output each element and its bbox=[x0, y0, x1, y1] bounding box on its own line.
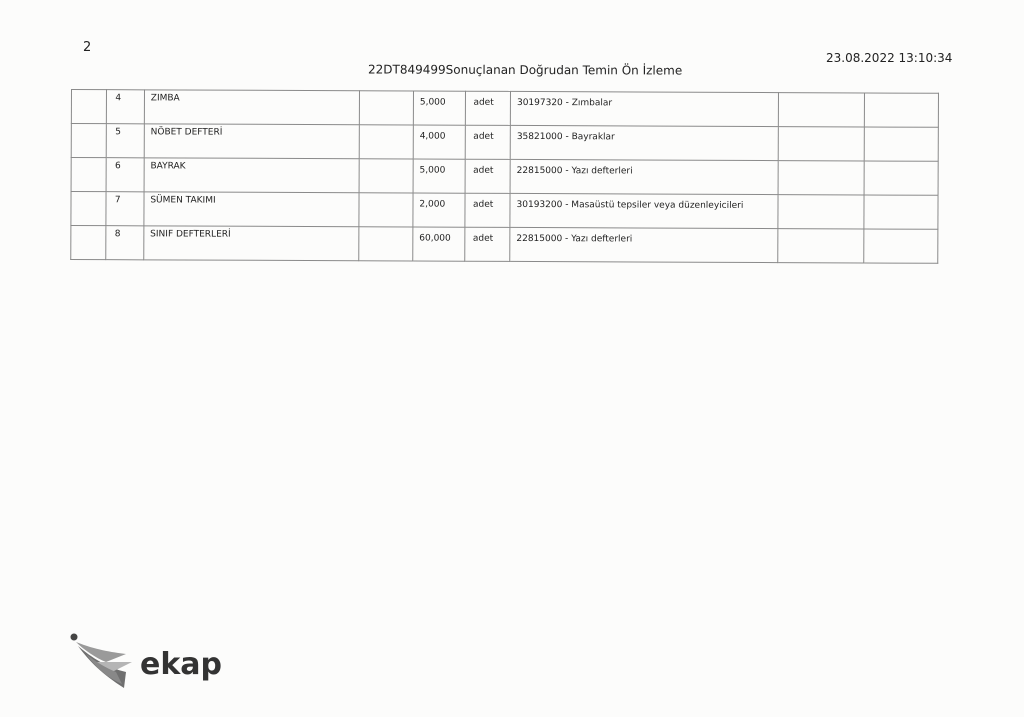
blank-cell bbox=[71, 124, 107, 158]
blank-cell bbox=[864, 93, 938, 127]
ekap-logo-text: ekap bbox=[140, 647, 223, 682]
blank-cell bbox=[778, 195, 864, 229]
item-quantity: 5,000 bbox=[413, 159, 465, 193]
item-name: SINIF DEFTERLERİ bbox=[144, 226, 360, 261]
blank-cell bbox=[71, 90, 107, 124]
print-timestamp: 23.08.2022 13:10:34 bbox=[826, 51, 953, 65]
items-table bbox=[70, 89, 939, 264]
item-number: 8 bbox=[106, 226, 144, 260]
blank-cell bbox=[864, 229, 938, 263]
blank-cell bbox=[359, 227, 413, 261]
blank-cell bbox=[864, 161, 938, 195]
blank-cell bbox=[71, 226, 107, 260]
item-number: 6 bbox=[106, 158, 144, 192]
item-quantity: 2,000 bbox=[413, 193, 465, 227]
document-title: 22DT849499Sonuçlanan Doğrudan Temin Ön İzleme bbox=[367, 62, 683, 78]
blank-cell bbox=[360, 125, 414, 159]
item-unit: adet bbox=[464, 227, 510, 261]
item-unit: adet bbox=[465, 159, 511, 193]
blank-cell bbox=[864, 127, 938, 161]
table-row bbox=[71, 124, 938, 162]
item-name: SÜMEN TAKIMI bbox=[144, 192, 360, 227]
blank-cell bbox=[71, 158, 107, 192]
item-name: BAYRAK bbox=[144, 158, 360, 193]
table-row bbox=[71, 158, 938, 196]
blank-cell bbox=[71, 192, 107, 226]
item-number: 5 bbox=[107, 124, 145, 158]
item-quantity: 5,000 bbox=[413, 91, 465, 125]
item-name: NÖBET DEFTERİ bbox=[144, 124, 360, 159]
table-row bbox=[71, 226, 938, 264]
blank-cell bbox=[864, 195, 938, 229]
item-name: ZIMBA bbox=[144, 90, 360, 125]
item-unit: adet bbox=[465, 125, 511, 159]
blank-cell bbox=[778, 93, 864, 127]
blank-cell bbox=[359, 159, 413, 193]
item-number: 4 bbox=[107, 90, 145, 124]
item-unit: adet bbox=[464, 193, 510, 227]
item-cpv: 22815000 - Yazı defterleri bbox=[510, 227, 778, 262]
item-cpv: 35821000 - Bayraklar bbox=[510, 125, 778, 160]
item-quantity: 4,000 bbox=[413, 125, 465, 159]
item-cpv: 22815000 - Yazı defterleri bbox=[510, 159, 778, 194]
table-row bbox=[71, 192, 938, 230]
blank-cell bbox=[359, 193, 413, 227]
item-cpv: 30197320 - Zımbalar bbox=[510, 91, 778, 126]
blank-cell bbox=[778, 161, 864, 195]
blank-cell bbox=[778, 127, 864, 161]
table-row bbox=[71, 90, 938, 128]
item-quantity: 60,000 bbox=[413, 227, 465, 261]
blank-cell bbox=[360, 91, 414, 125]
blank-cell bbox=[778, 229, 864, 263]
item-number: 7 bbox=[106, 192, 144, 226]
item-cpv: 30193200 - Masaüstü tepsiler veya düzenleyicileri bbox=[510, 193, 778, 228]
item-unit: adet bbox=[465, 91, 511, 125]
page-number: 2 bbox=[83, 40, 92, 55]
